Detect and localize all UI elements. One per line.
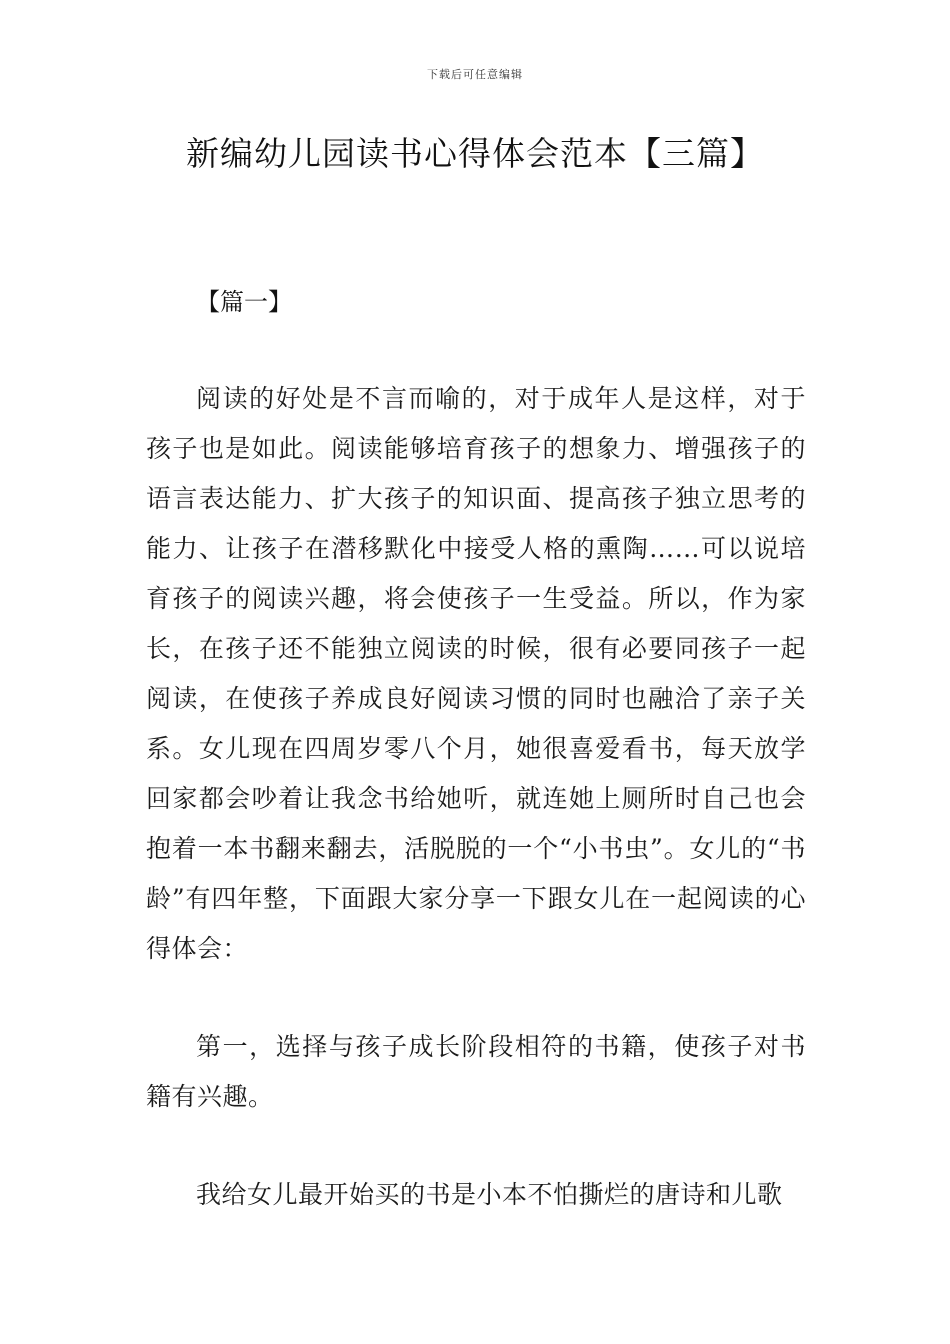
paragraph-point-one: 第一，选择与孩子成长阶段相符的书籍，使孩子对书籍有兴趣。 xyxy=(146,1032,806,1111)
header-note: 下载后可任意编辑 xyxy=(427,68,523,81)
section-heading: 【篇一】 xyxy=(196,288,292,316)
document-title: 新编幼儿园读书心得体会范本【三篇】 xyxy=(186,134,764,173)
paragraph-first-books: 我给女儿最开始买的书是小本不怕撕烂的唐诗和儿歌 xyxy=(196,1180,783,1209)
paragraph-intro: 阅读的好处是不言而喻的，对于成年人是这样，对于孩子也是如此。阅读能够培育孩子的想象力、增强孩子的语言表达能力、扩大孩子的知识面、提高孩子独立思考的能力、让孩子在潜移默化中接受人格的熏陶……可以说培育孩子的阅读兴趣，将会使孩子一生受益。所以，作为家长，在孩子还不能独立阅读的时候，很有必要同孩子一起阅读，在使孩子养成良好阅读习惯的同时也融洽了亲子关系。女儿现在四周岁零八个月，她很喜爱看书，每天放学回家都会吵着让我念书给她听，就连她上厕所时自己也会抱着一本书翻来翻去，活脱脱的一个“小书虫”。女儿的“书龄”有四年整，下面跟大家分享一下跟女儿在一起阅读的心得体会： xyxy=(146,384,806,963)
